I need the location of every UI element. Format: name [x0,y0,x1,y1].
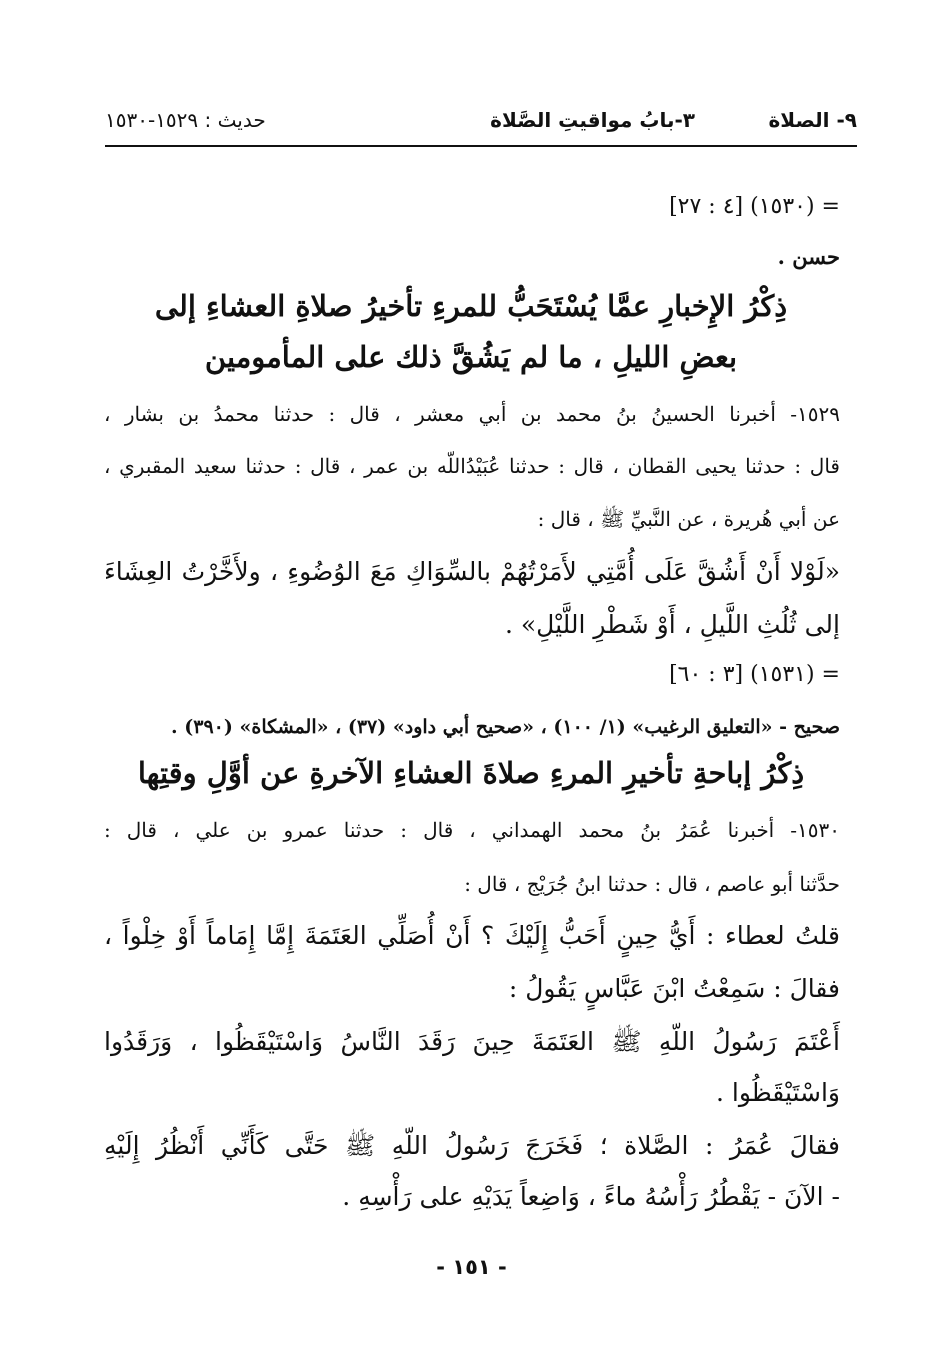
hadith-1530-isnad-line-1: ١٥٣٠- أخبرنا عُمَرُ بنُ محمد الهمداني ، قال : حدثنا عمرو بن علي ، قال : [104,818,840,842]
hadith-1529-isnad-line-1: ١٥٢٩- أخبرنا الحسينُ بنُ محمد بن أبي معشر ، قال : حدثنا محمدُ بن بشار ، [104,402,840,426]
section-heading-2: ذِكْرُ إباحةِ تأخيرِ المرءِ صلاةَ العشاءِ الآخرةِ عن أوَّلِ وقتِها [137,756,805,790]
hadith-1530-matn-line-6: - الآنَ - يَقْطُرُ رَأْسُهُ ماءً ، وَاضِعاً يَدَيْهِ على رَأْسِهِ . [342,1182,840,1211]
hadith-1530-matn-line-4: وَاسْتَيْقَظُوا . [716,1078,840,1107]
hadith-1529-isnad-line-3: عن أبي هُريرة ، عن النَّبيِّ ﷺ ، قال : [537,507,840,531]
page-number: - ١٥١ - [436,1255,507,1279]
header-bab-title: ٣-بابُ مواقيتِ الصَّلاة [490,108,695,132]
grade-note-1529: صحيح - «التعليق الرغيب» (١/ ١٠٠) ، «صحيح أبي داود» (٣٧) ، «المشكاة» (٣٩٠) . [171,716,840,738]
hadith-1530-matn-line-5: فقالَ عُمَرُ : الصَّلاة ؛ فَخَرَجَ رَسُولُ اللّهِ ﷺ حَتَّى كَأَنِّي أَنْظُرُ إِلَيْهِ [104,1131,840,1160]
cross-reference-1531: = (١٥٣١) [٣ : ٦٠] [669,662,840,687]
header-hadith-range: حديث : ١٥٢٩-١٥٣٠ [105,108,266,132]
section-heading-1-line-1: ذِكْرُ الإِخبارِ عمَّا يُسْتَحَبُّ للمرءِ تأخيرُ صلاةِ العشاءِ إلى [154,289,788,323]
hadith-1530-matn-line-1: قلتُ لعطاء : أَيُّ حِينٍ أَحَبُّ إِلَيْكَ ؟ أَنْ أُصَلِّي العَتَمَةَ إِمَّا إِمَاماً أَوْ خِلْواً ، [104,921,840,950]
running-header [105,108,857,140]
hadith-1529-matn-line-1: «لَوْلا أَنْ أَشُقَّ عَلَى أُمَّتِي لأَمَرْتُهُمْ بالسِّوَاكِ مَعَ الوُضُوءِ ، ولأَخَّرْتُ العِشَاءَ [104,557,840,586]
hadith-1529-matn-line-2: إلى ثُلُثِ اللَّيلِ ، أَوْ شَطْرِ اللَّيْلِ» . [504,610,840,639]
hadith-1530-matn-line-2: فقالَ : سَمِعْتُ ابْنَ عَبَّاسٍ يَقُولُ : [508,974,840,1003]
hadith-1530-isnad-line-2: حدَّثنا أبو عاصم ، قال : حدثنا ابنُ جُرَيْج ، قال : [464,872,840,896]
grade-note-1530: حسن . [777,244,840,269]
cross-reference-1530: = (١٥٣٠) [٤ : ٢٧] [669,194,840,219]
header-divider [105,145,857,147]
section-heading-1-line-2: بعضِ الليلِ ، ما لم يَشُقَّ ذلك على المأمومين [204,340,738,374]
hadith-1529-isnad-line-2: قال : حدثنا يحيى القطان ، قال : حدثنا عُبَيْدُاللّه بن عمر ، قال : حدثنا سعيد المقبري ، [104,454,840,478]
header-chapter: ٩- الصلاة [768,108,857,132]
hadith-1530-matn-line-3: أَعْتَمَ رَسُولُ اللّهِ ﷺ العَتَمَةَ حِينَ رَقَدَ النَّاسُ وَاسْتَيْقَظُوا ، وَرَقَدُوا [104,1027,840,1056]
